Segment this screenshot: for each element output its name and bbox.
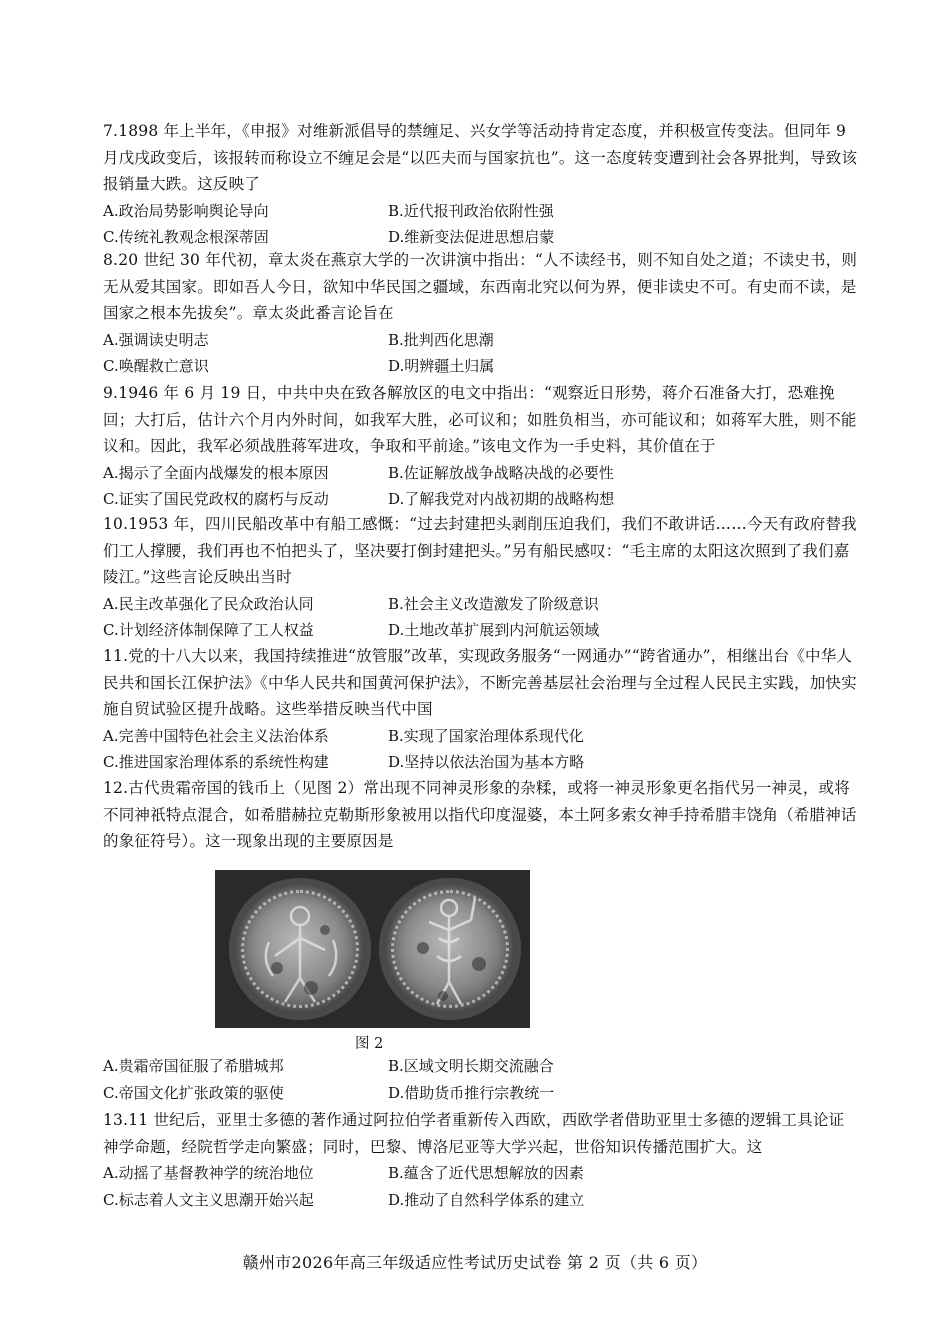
coin-obverse-image bbox=[229, 878, 371, 1020]
question-stem: 8.20 世纪 30 年代初，章太炎在燕京大学的一次讲演中指出：“人不读经书，则不知自处之道；不读史书，则无从爱其国家。即如吾人今日，欲知中华民国之疆域，东西南北究以何为界，便非读史不可。有史而不读，是国家之根本先拔矣”。章太炎此番言论旨在 bbox=[103, 251, 858, 322]
question-stem: 12.古代贵霜帝国的钱币上（见图 2）常出现不同神灵形象的杂糅，或将一神灵形象更名指代另一神灵，或将不同神祇特点混合，如希腊赫拉克勒斯形象被用以指代印度湿婆，本土阿多索女神手持希腊丰饶角（希腊神话的象征符号）。这一现象出现的主要原因是 bbox=[103, 779, 857, 850]
options bbox=[103, 1160, 858, 1213]
question-12-options bbox=[103, 1053, 858, 1106]
question-8 bbox=[103, 247, 858, 380]
question-stem: 9.1946 年 6 月 19 日，中共中央在致各解放区的电文中指出：“观察近日形势，蒋介石准备大打，恐难挽回；大打后，估计六个月内外时间，如我军大胜，必可议和；如胜负相当，亦可能议和；如蒋军大胜，则不能议和。因此，我军必须战胜蒋军进攻，争取和平前途。”该电文作为一手史料，其价值在于 bbox=[103, 384, 857, 455]
option-c[interactable]: C.标志着人文主义思潮开始兴起 bbox=[103, 1190, 314, 1209]
option-a[interactable]: A.政治局势影响舆论导向 bbox=[103, 201, 269, 220]
option-b[interactable]: B.社会主义改造激发了阶级意识 bbox=[388, 594, 599, 613]
option-a[interactable]: A.完善中国特色社会主义法治体系 bbox=[103, 726, 329, 745]
question-7 bbox=[103, 118, 858, 251]
question-stem: 7.1898 年上半年，《申报》对维新派倡导的禁缠足、兴女学等活动持肯定态度，并积极宣传变法。但同年 9 月戊戌政变后，该报转而称设立不缠足会是“以匹夫而与国家抗也”。这一态度转变遭到社会各界批判，导致该报销量大跌。这反映了 bbox=[103, 122, 858, 193]
option-c[interactable]: C.证实了国民党政权的腐朽与反动 bbox=[103, 490, 329, 508]
options bbox=[103, 1053, 858, 1106]
option-a[interactable]: A.强调读史明志 bbox=[103, 330, 209, 349]
coin-figure bbox=[215, 870, 530, 1028]
options bbox=[103, 460, 858, 513]
option-c[interactable]: C.推进国家治理体系的系统性构建 bbox=[103, 753, 329, 771]
option-b[interactable]: B.近代报刊政治依附性强 bbox=[388, 201, 554, 220]
options bbox=[103, 723, 858, 776]
page-footer: 赣州市2026年高三年级适应性考试历史试卷 第 2 页（共 6 页） bbox=[242, 1253, 708, 1272]
option-a[interactable]: A.民主改革强化了民众政治认同 bbox=[103, 594, 314, 613]
options bbox=[103, 198, 858, 251]
option-d[interactable]: D.维新变法促进思想启蒙 bbox=[388, 228, 555, 246]
option-b[interactable]: B.蕴含了近代思想解放的因素 bbox=[388, 1164, 584, 1182]
option-d[interactable]: D.借助货币推行宗教统一 bbox=[388, 1083, 555, 1102]
options bbox=[103, 327, 858, 380]
question-12 bbox=[103, 775, 858, 855]
option-c[interactable]: C.唤醒救亡意识 bbox=[103, 357, 209, 375]
question-13 bbox=[103, 1107, 858, 1213]
figure-caption: 图 2 bbox=[355, 1036, 384, 1052]
option-b[interactable]: B.批判西化思潮 bbox=[388, 330, 494, 349]
option-b[interactable]: B.佐证解放战争战略决战的必要性 bbox=[388, 463, 614, 482]
question-stem: 11.党的十八大以来，我国持续推进“放管服”改革，实现政务服务“一网通办”“跨省通办”，相继出台《中华人民共和国长江保护法》《中华人民共和国黄河保护法》，不断完善基层社会治理与全过程人民民主实践，加快实施自贸试验区提升战略。这些举措反映当代中国 bbox=[103, 647, 857, 718]
question-10 bbox=[103, 511, 858, 644]
option-d[interactable]: D.推动了自然科学体系的建立 bbox=[388, 1190, 585, 1209]
option-d[interactable]: D.土地改革扩展到内河航运领域 bbox=[388, 621, 600, 639]
option-c[interactable]: C.帝国文化扩张政策的驱使 bbox=[103, 1083, 284, 1102]
option-a[interactable]: A.动摇了基督教神学的统治地位 bbox=[103, 1164, 314, 1182]
option-c[interactable]: C.计划经济体制保障了工人权益 bbox=[103, 621, 314, 639]
options bbox=[103, 591, 858, 644]
question-stem: 10.1953 年，四川民船改革中有船工感慨：“过去封建把头剥削压迫我们，我们不敢讲话……今天有政府替我们工人撑腰，我们再也不怕把头了，坚决要打倒封建把头。”另有船民感叹：“毛主席的太阳这次照到了我们嘉陵江。”这些言论反映出当时 bbox=[103, 515, 857, 586]
option-a[interactable]: A.揭示了全面内战爆发的根本原因 bbox=[103, 463, 329, 482]
option-b[interactable]: B.实现了国家治理体系现代化 bbox=[388, 726, 584, 745]
question-stem: 13.11 世纪后，亚里士多德的著作通过阿拉伯学者重新传入西欧，西欧学者借助亚里士多德的逻辑工具论证神学命题，经院哲学走向繁盛；同时，巴黎、博洛尼亚等大学兴起，世俗知识传播范围扩大。这 bbox=[103, 1111, 845, 1156]
option-d[interactable]: D.坚持以依法治国为基本方略 bbox=[388, 753, 585, 771]
question-11 bbox=[103, 643, 858, 776]
option-b[interactable]: B.区域文明长期交流融合 bbox=[388, 1057, 554, 1075]
question-9 bbox=[103, 380, 858, 513]
option-a[interactable]: A.贵霜帝国征服了希腊城邦 bbox=[103, 1057, 284, 1075]
option-d[interactable]: D.明辨疆土归属 bbox=[388, 357, 495, 375]
option-d[interactable]: D.了解我党对内战初期的战略构想 bbox=[388, 490, 615, 508]
coin-reverse-image bbox=[379, 878, 521, 1020]
option-c[interactable]: C.传统礼教观念根深蒂固 bbox=[103, 228, 269, 246]
